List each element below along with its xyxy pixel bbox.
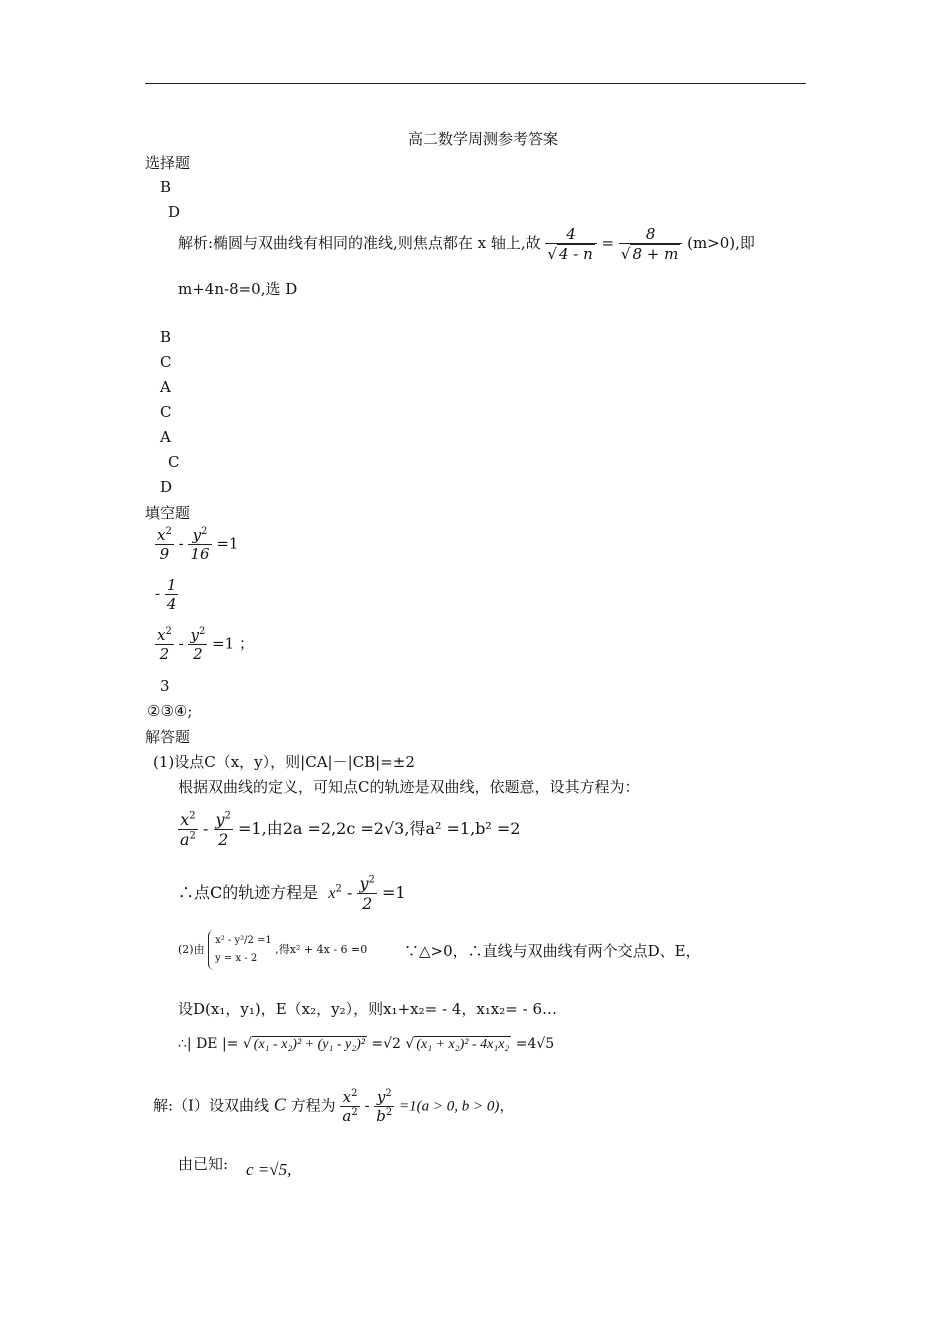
solution-1-equation: $\frac{x^2}{a^2}$ - $\frac{y^2}{2}$ =1,由2a =2,2c =2√3,得a² =1,b² =2	[180, 810, 521, 849]
analysis-text2: (m>0),即	[687, 234, 755, 252]
solution-1-eq-tail: =1,由2a =2,2c =2√3,得a² =1,b² =2	[238, 819, 521, 838]
conclusion-text: ∴点C的轨迹方程是	[178, 883, 319, 902]
section-choice: 选择题	[145, 154, 191, 172]
fill-answer-4: 3	[160, 677, 170, 695]
p3-comma: ，	[499, 1096, 515, 1115]
fill1-den2: 16	[190, 545, 210, 563]
de-sqrt2: =√2	[371, 1036, 401, 1052]
solution-2-line-3: 设D(x₁，y₁)，E（x₂，y₂），则x₁+x₂= - 4，x₁x₂= - 6…	[178, 1000, 557, 1018]
fill3-den2: 2	[188, 644, 207, 663]
de-radicand-1: (x₁ - x₂)² + (y₁ - y₂)²	[253, 1037, 365, 1052]
p3-prefix: 解:（Ⅰ）设双曲线	[153, 1096, 269, 1115]
choice-answer-8: C	[168, 453, 180, 471]
solution-2-system	[178, 930, 367, 970]
analysis-fraction-1: $\frac{4}{√ 4 - n}$	[545, 225, 596, 263]
solution-2-line-4: ∴| DE |= √ (x₁ - x₂)² + (y₁ - y₂)² =√2 √ (x₁ + x₂)² - 4x₁x₂ =4√5	[178, 1036, 555, 1052]
analysis-line-2: m+4n-8=0,选 D	[178, 280, 298, 298]
choice-answer-6: C	[160, 403, 172, 421]
de-label: ∴| DE |=	[178, 1036, 239, 1052]
section-fill: 填空题	[145, 504, 191, 522]
fill1-rhs: =1	[216, 534, 239, 553]
conclusion-rhs: =1	[382, 883, 406, 902]
de-result: =4√5	[515, 1036, 555, 1052]
fill3-num2: y	[190, 626, 199, 644]
top-rule	[145, 83, 806, 84]
choice-answer-2: D	[168, 203, 181, 221]
solution-1-conclusion: ∴点C的轨迹方程是 $x^2$ - $\frac{y^2}{2}$ =1	[178, 874, 406, 913]
frac2-num: 8	[645, 225, 656, 243]
fill-answer-1: $\frac{x^2}{9}$ - $\frac{y^2}{16}$ =1	[157, 526, 239, 563]
frac2-den: 8 + m	[632, 245, 679, 263]
system-prefix: (2)由	[178, 943, 205, 956]
analysis-line	[178, 225, 755, 263]
fill-answer-3: $\frac{x^2}{2}$ - $\frac{y^2}{2}$ =1 ；	[157, 626, 255, 663]
fill3-num1: x	[157, 626, 166, 644]
fill2-den: 4	[166, 595, 177, 613]
analysis-eq: =	[601, 234, 615, 252]
p3-mid: 方程为	[290, 1096, 336, 1115]
fill-answer-2	[155, 576, 178, 613]
system-eq-2: y = x - 2	[215, 953, 258, 964]
system-eq-1: x² - y²/2 =1	[215, 935, 272, 946]
p3-tail: =1(a > 0, b > 0)	[399, 1098, 500, 1115]
solution-3-line: 解:（Ⅰ）设双曲线 C 方程为 $\frac{x^2}{a^2}$ - $\frac{y^2}{b^2}$ =1(a > 0, b > 0)，	[153, 1088, 515, 1125]
fill1-num2: y	[192, 526, 202, 544]
choice-answer-5: A	[160, 378, 171, 396]
fill3-tail: ；	[239, 634, 255, 653]
fill3-rhs: =1	[212, 634, 235, 653]
analysis-fraction-2: $\frac{8}{√ 8 + m}$	[619, 225, 682, 263]
frac1-num: 4	[566, 225, 576, 243]
fill1-num1: x	[157, 526, 166, 544]
analysis-text1: 解析:椭圆与双曲线有相同的准线,则焦点都在 x 轴上,故	[178, 234, 541, 252]
solution-2-text: ∵△>0，∴直线与双曲线有两个交点D、E，	[404, 942, 701, 960]
fill2-num: 1	[166, 576, 177, 594]
page-title: 高二数学周测参考答案	[408, 130, 559, 148]
solution-4-equation: c =√5,	[246, 1160, 292, 1179]
system-brace	[208, 930, 272, 970]
frac1-den: 4 - n	[558, 245, 593, 263]
solution-1-line-2: 根据双曲线的定义，可知点C的轨迹是双曲线，依题意，设其方程为：	[178, 778, 640, 796]
de-radicand-2: (x₁ + x₂)² - 4x₁x₂	[416, 1037, 510, 1052]
fill3-den1: 2	[155, 644, 174, 663]
fill2-sign: -	[155, 584, 161, 603]
choice-answer-4: C	[160, 353, 172, 371]
solution-1-line-1: (1)设点C（x，y），则|CA|－|CB|=±2	[153, 753, 415, 771]
choice-answer-1: B	[160, 178, 172, 196]
section-solve: 解答题	[145, 728, 191, 746]
choice-answer-9: D	[160, 478, 173, 496]
p3-curve-name: C	[273, 1094, 286, 1115]
solution-4-label: 由已知:	[178, 1155, 229, 1173]
choice-answer-3: B	[160, 328, 172, 346]
system-result: ,得x² + 4x - 6 =0	[275, 943, 368, 956]
choice-answer-7: A	[160, 428, 171, 446]
fill1-den1: 9	[155, 544, 174, 563]
fill-answer-5: ②③④;	[147, 702, 193, 720]
